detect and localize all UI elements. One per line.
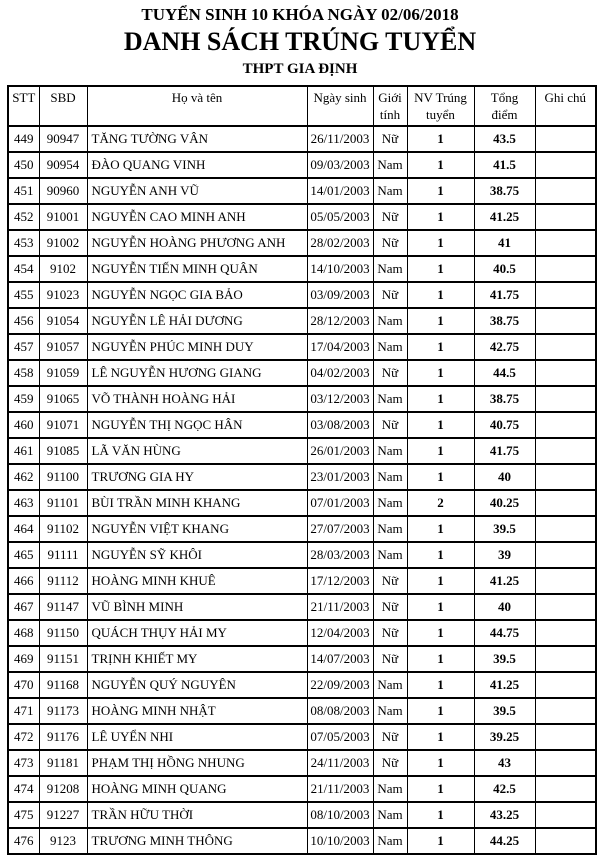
gender-cell: Nam [373, 516, 407, 542]
nv-cell: 1 [407, 750, 474, 776]
nv-cell: 1 [407, 464, 474, 490]
dob-cell: 07/05/2003 [307, 724, 373, 750]
dob-cell: 03/12/2003 [307, 386, 373, 412]
sbd-cell: 91102 [39, 516, 87, 542]
name-cell: HOÀNG MINH QUANG [87, 776, 307, 802]
sbd-cell: 9102 [39, 256, 87, 282]
score-cell: 43 [474, 750, 535, 776]
note-cell [535, 204, 596, 230]
nv-cell: 1 [407, 282, 474, 308]
stt-cell: 450 [8, 152, 39, 178]
column-header-stt: STT [8, 86, 39, 126]
note-cell [535, 672, 596, 698]
dob-cell: 03/09/2003 [307, 282, 373, 308]
sbd-cell: 91100 [39, 464, 87, 490]
document-title: TUYỂN SINH 10 KHÓA NGÀY 02/06/2018 [141, 5, 459, 24]
table-row [8, 490, 596, 516]
gender-cell: Nam [373, 828, 407, 854]
note-cell [535, 646, 596, 672]
name-cell: TRẦN HỮU THỜI [87, 802, 307, 828]
dob-cell: 10/10/2003 [307, 828, 373, 854]
sbd-cell: 91085 [39, 438, 87, 464]
note-cell [535, 282, 596, 308]
name-cell: BÙI TRẦN MINH KHANG [87, 490, 307, 516]
dob-cell: 08/08/2003 [307, 698, 373, 724]
name-cell: PHẠM THỊ HỒNG NHUNG [87, 750, 307, 776]
stt-cell: 452 [8, 204, 39, 230]
stt-cell: 471 [8, 698, 39, 724]
note-cell [535, 360, 596, 386]
table-row [8, 542, 596, 568]
stt-cell: 467 [8, 594, 39, 620]
gender-cell: Nam [373, 490, 407, 516]
name-cell: TRỊNH KHIẾT MY [87, 646, 307, 672]
dob-cell: 23/01/2003 [307, 464, 373, 490]
stt-cell: 465 [8, 542, 39, 568]
name-cell: NGUYỄN TIẾN MINH QUÂN [87, 256, 307, 282]
sbd-cell: 91023 [39, 282, 87, 308]
name-cell: TRƯƠNG MINH THÔNG [87, 828, 307, 854]
dob-cell: 14/01/2003 [307, 178, 373, 204]
name-cell: TRƯƠNG GIA HY [87, 464, 307, 490]
note-cell [535, 594, 596, 620]
name-cell: NGUYỄN SỸ KHÔI [87, 542, 307, 568]
score-cell: 41.5 [474, 152, 535, 178]
note-cell [535, 568, 596, 594]
stt-cell: 461 [8, 438, 39, 464]
nv-cell: 1 [407, 542, 474, 568]
gender-cell: Nam [373, 256, 407, 282]
stt-cell: 470 [8, 672, 39, 698]
name-cell: QUÁCH THỤY HẢI MY [87, 620, 307, 646]
column-header-nv: NV Trúng tuyển [407, 86, 474, 126]
admission-results-table [7, 85, 597, 855]
name-cell: NGUYỄN ANH VŨ [87, 178, 307, 204]
note-cell [535, 308, 596, 334]
score-cell: 39.25 [474, 724, 535, 750]
score-cell: 38.75 [474, 386, 535, 412]
table-row [8, 568, 596, 594]
dob-cell: 05/05/2003 [307, 204, 373, 230]
note-cell [535, 516, 596, 542]
table-row [8, 828, 596, 854]
table-row [8, 646, 596, 672]
dob-cell: 28/02/2003 [307, 230, 373, 256]
stt-cell: 466 [8, 568, 39, 594]
dob-cell: 12/04/2003 [307, 620, 373, 646]
stt-cell: 458 [8, 360, 39, 386]
nv-cell: 1 [407, 308, 474, 334]
score-cell: 40 [474, 464, 535, 490]
table-row [8, 516, 596, 542]
nv-cell: 1 [407, 594, 474, 620]
stt-cell: 474 [8, 776, 39, 802]
dob-cell: 26/11/2003 [307, 126, 373, 152]
name-cell: NGUYỄN QUÝ NGUYÊN [87, 672, 307, 698]
list-title: DANH SÁCH TRÚNG TUYỂN [123, 27, 477, 57]
gender-cell: Nữ [373, 126, 407, 152]
stt-cell: 463 [8, 490, 39, 516]
table-header-row [8, 86, 596, 126]
sbd-cell: 91001 [39, 204, 87, 230]
gender-cell: Nam [373, 542, 407, 568]
nv-cell: 1 [407, 204, 474, 230]
table-row [8, 802, 596, 828]
sbd-cell: 91168 [39, 672, 87, 698]
note-cell [535, 230, 596, 256]
school-name: THPT GIA ĐỊNH [242, 61, 358, 78]
gender-cell: Nữ [373, 594, 407, 620]
dob-cell: 14/07/2003 [307, 646, 373, 672]
dob-cell: 21/11/2003 [307, 776, 373, 802]
gender-cell: Nam [373, 386, 407, 412]
table-row [8, 464, 596, 490]
table-row [8, 724, 596, 750]
nv-cell: 1 [407, 646, 474, 672]
table-row [8, 620, 596, 646]
dob-cell: 04/02/2003 [307, 360, 373, 386]
gender-cell: Nữ [373, 646, 407, 672]
gender-cell: Nữ [373, 750, 407, 776]
score-cell: 42.5 [474, 776, 535, 802]
column-header-gender: Giới tính [373, 86, 407, 126]
table-row [8, 698, 596, 724]
table-row [8, 360, 596, 386]
sbd-cell: 91112 [39, 568, 87, 594]
stt-cell: 451 [8, 178, 39, 204]
dob-cell: 09/03/2003 [307, 152, 373, 178]
dob-cell: 17/04/2003 [307, 334, 373, 360]
column-header-sbd: SBD [39, 86, 87, 126]
score-cell: 41.75 [474, 438, 535, 464]
score-cell: 39 [474, 542, 535, 568]
nv-cell: 1 [407, 568, 474, 594]
name-cell: HOÀNG MINH NHẬT [87, 698, 307, 724]
dob-cell: 26/01/2003 [307, 438, 373, 464]
name-cell: LÃ VĂN HÙNG [87, 438, 307, 464]
gender-cell: Nam [373, 672, 407, 698]
nv-cell: 1 [407, 178, 474, 204]
nv-cell: 2 [407, 490, 474, 516]
dob-cell: 22/09/2003 [307, 672, 373, 698]
sbd-cell: 91065 [39, 386, 87, 412]
nv-cell: 1 [407, 334, 474, 360]
nv-cell: 1 [407, 256, 474, 282]
nv-cell: 1 [407, 620, 474, 646]
stt-cell: 469 [8, 646, 39, 672]
table-row [8, 672, 596, 698]
score-cell: 39.5 [474, 516, 535, 542]
sbd-cell: 91176 [39, 724, 87, 750]
stt-cell: 455 [8, 282, 39, 308]
name-cell: TĂNG TƯỜNG VÂN [87, 126, 307, 152]
sbd-cell: 90947 [39, 126, 87, 152]
nv-cell: 1 [407, 516, 474, 542]
name-cell: ĐÀO QUANG VINH [87, 152, 307, 178]
gender-cell: Nữ [373, 230, 407, 256]
table-row [8, 230, 596, 256]
table-row [8, 178, 596, 204]
dob-cell: 28/12/2003 [307, 308, 373, 334]
table-row [8, 386, 596, 412]
score-cell: 41.25 [474, 204, 535, 230]
stt-cell: 464 [8, 516, 39, 542]
sbd-cell: 91054 [39, 308, 87, 334]
gender-cell: Nam [373, 334, 407, 360]
table-row [8, 204, 596, 230]
dob-cell: 03/08/2003 [307, 412, 373, 438]
sbd-cell: 90960 [39, 178, 87, 204]
column-header-dob: Ngày sinh [307, 86, 373, 126]
dob-cell: 21/11/2003 [307, 594, 373, 620]
score-cell: 43.5 [474, 126, 535, 152]
score-cell: 40.25 [474, 490, 535, 516]
document-header [0, 5, 600, 78]
table-row [8, 308, 596, 334]
sbd-cell: 90954 [39, 152, 87, 178]
note-cell [535, 828, 596, 854]
nv-cell: 1 [407, 230, 474, 256]
stt-cell: 454 [8, 256, 39, 282]
table-row [8, 776, 596, 802]
note-cell [535, 724, 596, 750]
note-cell [535, 542, 596, 568]
stt-cell: 457 [8, 334, 39, 360]
column-header-name: Họ và tên [87, 86, 307, 126]
table-row [8, 594, 596, 620]
stt-cell: 460 [8, 412, 39, 438]
score-cell: 38.75 [474, 308, 535, 334]
nv-cell: 1 [407, 698, 474, 724]
sbd-cell: 91147 [39, 594, 87, 620]
score-cell: 41.75 [474, 282, 535, 308]
note-cell [535, 620, 596, 646]
dob-cell: 17/12/2003 [307, 568, 373, 594]
note-cell [535, 490, 596, 516]
score-cell: 39.5 [474, 646, 535, 672]
score-cell: 42.75 [474, 334, 535, 360]
table-row [8, 126, 596, 152]
gender-cell: Nữ [373, 620, 407, 646]
score-cell: 44.25 [474, 828, 535, 854]
nv-cell: 1 [407, 360, 474, 386]
column-header-note: Ghi chú [535, 86, 596, 126]
name-cell: NGUYỄN LÊ HẢI DƯƠNG [87, 308, 307, 334]
gender-cell: Nữ [373, 724, 407, 750]
name-cell: HOÀNG MINH KHUÊ [87, 568, 307, 594]
name-cell: NGUYỄN VIỆT KHANG [87, 516, 307, 542]
gender-cell: Nam [373, 802, 407, 828]
note-cell [535, 438, 596, 464]
gender-cell: Nữ [373, 204, 407, 230]
table-row [8, 438, 596, 464]
nv-cell: 1 [407, 412, 474, 438]
nv-cell: 1 [407, 386, 474, 412]
name-cell: LÊ NGUYỄN HƯƠNG GIANG [87, 360, 307, 386]
note-cell [535, 776, 596, 802]
sbd-cell: 91101 [39, 490, 87, 516]
stt-cell: 459 [8, 386, 39, 412]
note-cell [535, 256, 596, 282]
sbd-cell: 91173 [39, 698, 87, 724]
stt-cell: 462 [8, 464, 39, 490]
nv-cell: 1 [407, 724, 474, 750]
note-cell [535, 750, 596, 776]
note-cell [535, 464, 596, 490]
dob-cell: 08/10/2003 [307, 802, 373, 828]
name-cell: LÊ UYỂN NHI [87, 724, 307, 750]
sbd-cell: 91111 [39, 542, 87, 568]
gender-cell: Nữ [373, 282, 407, 308]
nv-cell: 1 [407, 152, 474, 178]
note-cell [535, 334, 596, 360]
note-cell [535, 386, 596, 412]
stt-cell: 476 [8, 828, 39, 854]
note-cell [535, 412, 596, 438]
score-cell: 43.25 [474, 802, 535, 828]
dob-cell: 14/10/2003 [307, 256, 373, 282]
sbd-cell: 91181 [39, 750, 87, 776]
sbd-cell: 9123 [39, 828, 87, 854]
sbd-cell: 91208 [39, 776, 87, 802]
score-cell: 41 [474, 230, 535, 256]
note-cell [535, 698, 596, 724]
sbd-cell: 91150 [39, 620, 87, 646]
nv-cell: 1 [407, 438, 474, 464]
gender-cell: Nam [373, 464, 407, 490]
note-cell [535, 802, 596, 828]
dob-cell: 07/01/2003 [307, 490, 373, 516]
nv-cell: 1 [407, 828, 474, 854]
dob-cell: 24/11/2003 [307, 750, 373, 776]
sbd-cell: 91059 [39, 360, 87, 386]
score-cell: 44.75 [474, 620, 535, 646]
gender-cell: Nam [373, 438, 407, 464]
note-cell [535, 126, 596, 152]
stt-cell: 453 [8, 230, 39, 256]
dob-cell: 27/07/2003 [307, 516, 373, 542]
name-cell: VŨ BÌNH MINH [87, 594, 307, 620]
table-row [8, 282, 596, 308]
nv-cell: 1 [407, 776, 474, 802]
stt-cell: 473 [8, 750, 39, 776]
score-cell: 41.25 [474, 672, 535, 698]
name-cell: NGUYỄN PHÚC MINH DUY [87, 334, 307, 360]
gender-cell: Nữ [373, 360, 407, 386]
table-row [8, 256, 596, 282]
note-cell [535, 178, 596, 204]
score-cell: 44.5 [474, 360, 535, 386]
nv-cell: 1 [407, 802, 474, 828]
table-row [8, 334, 596, 360]
name-cell: NGUYỄN NGỌC GIA BẢO [87, 282, 307, 308]
sbd-cell: 91151 [39, 646, 87, 672]
gender-cell: Nam [373, 698, 407, 724]
name-cell: VÕ THÀNH HOÀNG HẢI [87, 386, 307, 412]
score-cell: 38.75 [474, 178, 535, 204]
stt-cell: 456 [8, 308, 39, 334]
score-cell: 39.5 [474, 698, 535, 724]
dob-cell: 28/03/2003 [307, 542, 373, 568]
table-row [8, 750, 596, 776]
stt-cell: 475 [8, 802, 39, 828]
gender-cell: Nữ [373, 412, 407, 438]
nv-cell: 1 [407, 126, 474, 152]
score-cell: 41.25 [474, 568, 535, 594]
sbd-cell: 91057 [39, 334, 87, 360]
name-cell: NGUYỄN HOÀNG PHƯƠNG ANH [87, 230, 307, 256]
nv-cell: 1 [407, 672, 474, 698]
column-header-score: Tổng điểm [474, 86, 535, 126]
stt-cell: 472 [8, 724, 39, 750]
table-row [8, 152, 596, 178]
table-row [8, 412, 596, 438]
score-cell: 40 [474, 594, 535, 620]
gender-cell: Nam [373, 308, 407, 334]
sbd-cell: 91002 [39, 230, 87, 256]
gender-cell: Nam [373, 776, 407, 802]
score-cell: 40.75 [474, 412, 535, 438]
gender-cell: Nữ [373, 568, 407, 594]
sbd-cell: 91227 [39, 802, 87, 828]
name-cell: NGUYỄN THỊ NGỌC HÂN [87, 412, 307, 438]
gender-cell: Nam [373, 178, 407, 204]
name-cell: NGUYỄN CAO MINH ANH [87, 204, 307, 230]
stt-cell: 468 [8, 620, 39, 646]
note-cell [535, 152, 596, 178]
stt-cell: 449 [8, 126, 39, 152]
score-cell: 40.5 [474, 256, 535, 282]
gender-cell: Nam [373, 152, 407, 178]
sbd-cell: 91071 [39, 412, 87, 438]
